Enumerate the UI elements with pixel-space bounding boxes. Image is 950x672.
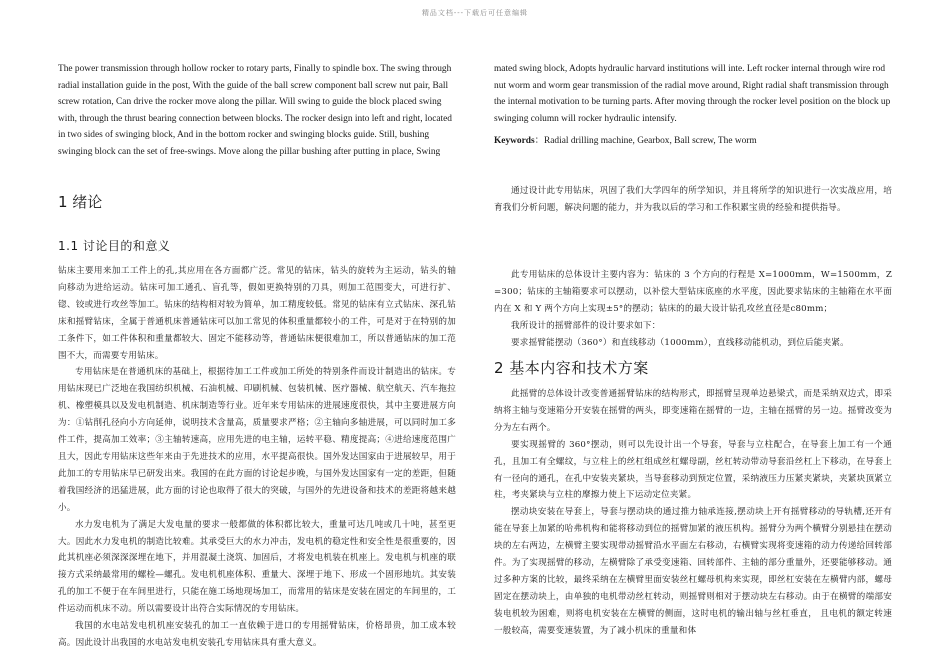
abstract-line: nut worm and worm gear transmission of the radial move around, Right radial shaft transmission through (494, 80, 889, 91)
section-2-body (494, 386, 892, 640)
paragraph: 要实现摇臂的 360°摆动，则可以先设计出一个导套，导套与立柱配合，在导套上加工有一个通孔，且加工有全螺纹，与立柱上的丝杠组成丝杠螺母副，丝杠转动带动导套沿丝杠上下移动，在导套上有一径向的通孔，在孔中安装夹紧块，当导套移动到预定位置，采纳液压力压紧夹紧块，夹紧块顶紧立柱，考夹紧块与立柱的摩擦力使上下运动定位夹紧。 (494, 439, 892, 501)
abstract-line: swinging block can the set of free-swings. Move along the pillar bushing after putting in place, Swing (58, 146, 441, 157)
page-header: 精品文档---下载后可任意编辑 (421, 9, 529, 17)
abstract-line: screw rotation, Can drive the rocker move along the pillar. Will swing to guide the block placed swing (58, 97, 442, 108)
subsection-1-1-title: 1.1 讨论目的和意义 (58, 239, 171, 253)
abstract-en-right (494, 61, 892, 150)
abstract-line: swinging column will rocker hydraulic intensify. (494, 113, 677, 124)
section-1-title: 1 绪论 (58, 193, 103, 211)
paragraph: 通过设计此专用钻床，巩固了我们大学四年的所学知识，并且将所学的知识进行一次实战应用，培育我们分析问题，解决问题的能力，并为我以后的学习和工作积累宝贵的经验和提供指导。 (494, 186, 892, 213)
paragraph: 水力发电机为了满足大发电量的要求一般都做的体积都比较大，重量可达几吨或几十吨，甚至更大。因此水力发电机的制造比较难。其承受巨大的水力冲击，发电机的稳定性和安全性是很重要的，因此其机座必须深深深埋在地下，并用混凝土浇筑、加固后，才将发电机装在机座上。发电机与机座的联接方式采纳最常用的螺栓—螺孔。发电机机座体积、重量大、深埋于地下、形成一个固形地坑。其安装孔的加工不便于在车间里进行，只能在施工场地现场加工，而常用的钻床是安装在固定的车间里的，工件运动而机床不动。所以需要设计出符合实际情况的专用钻床。 (58, 519, 456, 615)
keywords-text: ：Radial drilling machine, Gearbox, Ball screw, The worm (534, 136, 757, 147)
design-requirements (494, 267, 892, 352)
paragraph: 我所设计的摇臂部件的设计要求如下： (511, 320, 661, 331)
paragraph: 钻床主要用来加工工件上的孔,其应用在各方面都广泛。常见的钻床，钻头的旋转为主运动，钻头的轴向移动为进给运动。钻床可加工通孔、盲孔等，假如更换特别的刀具，则加工范围变大，可进行扩、锪、铰或进行攻丝等加工。钻床的结构相对较为简单，加工精度较低。常见的钻床有立式钻床、深孔钻床和摇臂钻床，全属于普通机床普通钻床可以加工常见的体积重量都较小的工件，可是对于在特别的加工条件下，如工件体积和重量都较大、固定不能移动等，普通钻床便很难加工，所以普通钻床的加工范围不大，而需要专用钻床。 (58, 266, 456, 361)
abstract-en-right-text (494, 61, 892, 127)
paragraph: 摆动块安装在导套上，导套与摆动块的通过推力轴承连接,摆动块上开有摇臂移动的导轨槽,还开有能在导套上加紧的哈弗机构和能将移动到位的摇臂加紧的液压机构。摇臂分为两个横臂分别悬挂在摆动块的左右两边，左横臂主要实现带动摇臂沿水平面左右移动，右横臂实现将变速箱的动力传递给回转部件。为了实现摇臂的移动，左横臂除了承受变速箱、回转部件、主轴的部分重量外，还要能够移动。通过多种方案的比较，最终采纳在左横臂里面安装丝杠螺母机构来实现，即丝杠安装在左横臂内部，螺母固定在摆动块上，由单独的电机带动丝杠转动，则摇臂则相对于摆动块左右移动。由于在横臂的端部安装电机较为困难，则将电机安装在左横臂的侧面，这时电机的输出轴与丝杠垂直， 且电机的额定转速一般较高，需要变速装置，为了减小机床的重量和体 (494, 507, 892, 636)
paragraph: 要求摇臂能摆动（360°）和直线移动（1000mm），直线移动能机动，到位后能夹紧。 (511, 337, 849, 348)
abstract-line: the internal motivation to be turning parts. After moving through the rocker level position on the block up (494, 97, 891, 108)
keywords-label: Keywords (494, 136, 535, 147)
right-intro (494, 183, 892, 217)
keywords-line (494, 133, 892, 150)
paragraph: 专用钻床是在普通机床的基础上，根据待加工工件或加工所处的特别条件而设计制造出的钻床。专用钻床现已广泛地在我国纺织机械、石油机械、印刷机械、包装机械、医疗器械、航空航天、汽车拖拉机、橡塑模具以及发电机制造、机床制造等行业。近年来专用钻床的进展速度很快，其中主要进展方向为：①钻削孔径向小方向延伸，说明技术含量高，质量要求严格；②主轴向多轴进展，可以同时加工多件工件，提高加工效率；③主轴转速高，应用先进的电主轴，运转平稳、精度提高；④进给速度范围广且大，因此专用钻床这些年来由于先进技术的应用，水平提高很快。国外发达国家由于进展较早，用于此加工的专用钻床早已研发出来。我国的在此方面的讨论起步晚，与国外发达国家有一定的差距，但随着我国经济的迅猛进展，此方面的讨论也取得了很大的突破，与国外的先进设备和技术的差距将越来越小。 (58, 367, 456, 513)
paragraph: 我国的水电站发电机机座安装孔的加工一直依赖于进口的专用摇臂钻床，价格昂贵，加工成本较高。因此设计出我国的水电站发电机安装孔专用钻床具有重大意义。 (58, 621, 456, 648)
paragraph: 此摇臂的总体设计改变普通摇臂钻床的结构形式，即摇臂呈现单边悬梁式，而是采纳双边式，即采纳将主轴与变速箱分开安装在摇臂的两头，即变速箱在摇臂的一边，主轴在摇臂的另一边。摇臂改变为分为左右两个。 (494, 389, 892, 433)
abstract-line: in two sides of swinging block, And in the bottom rocker and swinging blocks guide. Still, bushing (58, 130, 430, 141)
abstract-line: mated swing block, Adopts hydraulic harvard institutions will inte. Left rocker internal through wire rod (494, 64, 886, 74)
abstract-line: with, through the thrust bearing connection between blocks. The rocker design into left and right, located (58, 113, 452, 124)
abstract-en-left-text (58, 61, 456, 161)
abstract-line: The power transmission through hollow rocker to rotary parts, Finally to spindle box. The swing through (58, 64, 452, 74)
section-2-title: 2 基本内容和技术方案 (494, 359, 649, 377)
abstract-line: radial installation guide in the post, With the guide of the ball screw component ball screw nut pair, Ball (58, 80, 449, 91)
paragraph: 此专用钻床的总体设计主要内容为：钻床的 3 个方向的行程是 X=1000mm，W=1500mm，Z=300；钻床的主轴箱要求可以摆动，以补偿大型钻床底座的水平度，因此要求钻床的主轴箱在水平面内在 X 和 Y 两个方向上实现±5°的摆动；钻床的的最大设计钻孔攻丝直径是ⅽ80mm； (494, 270, 892, 314)
left-body (58, 263, 456, 652)
abstract-en-left (58, 61, 456, 161)
